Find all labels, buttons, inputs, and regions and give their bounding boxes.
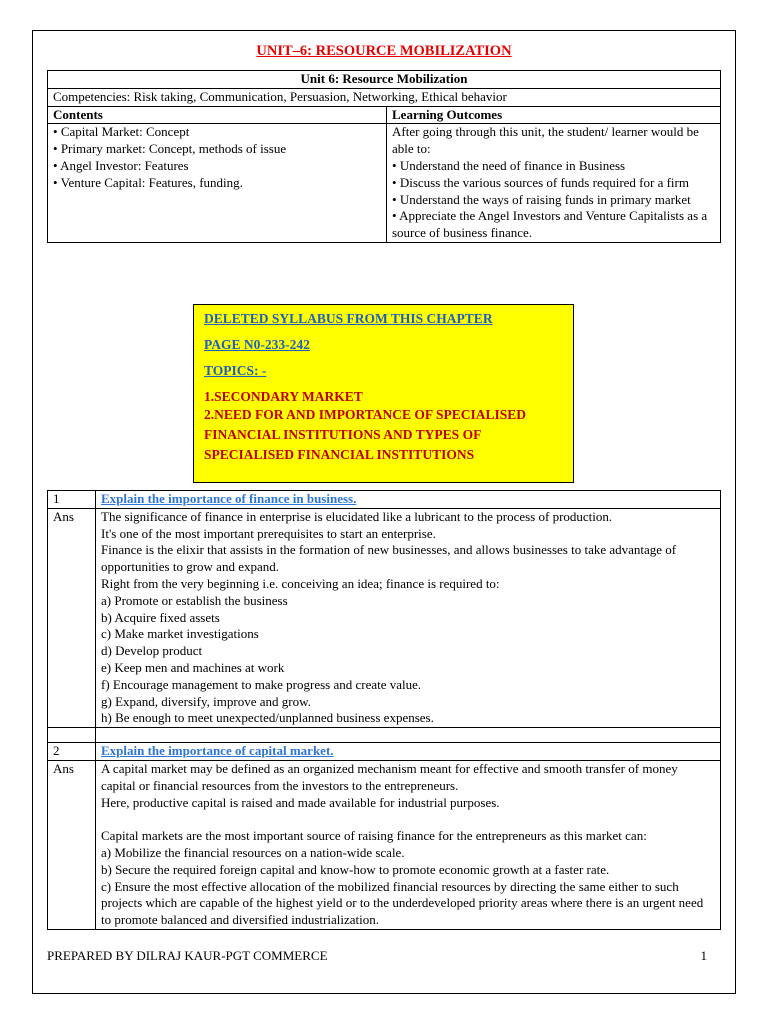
answer-paragraph: A capital market may be defined as an organized mechanism meant for effective and smooth transfer of money capital or financial resources from the investors to the entrepreneurs. bbox=[101, 760, 678, 793]
deleted-syllabus-box bbox=[193, 304, 574, 483]
answer-line: a) Mobilize the financial resources on a nation-wide scale. bbox=[101, 844, 405, 860]
paragraph-gap bbox=[101, 811, 715, 828]
footer-author: PREPARED BY DILRAJ KAUR-PGT COMMERCE bbox=[47, 948, 328, 963]
deleted-heading: DELETED SYLLABUS FROM THIS CHAPTER bbox=[204, 311, 493, 326]
outcomes-item: • Discuss the various sources of funds required for a firm bbox=[392, 175, 715, 192]
answer-line: a) Promote or establish the business bbox=[101, 592, 288, 608]
question-1: Explain the importance of finance in business. bbox=[96, 491, 721, 509]
outcomes-header: Learning Outcomes bbox=[387, 106, 721, 124]
contents-item: • Capital Market: Concept bbox=[53, 124, 381, 141]
outcomes-item: • Understand the ways of raising funds in primary market bbox=[392, 192, 715, 209]
answer-line: Right from the very beginning i.e. conceiving an idea; finance is required to: bbox=[101, 575, 500, 591]
contents-list bbox=[53, 124, 381, 191]
answer-2 bbox=[96, 760, 721, 929]
answer-line: g) Expand, diversify, improve and grow. bbox=[101, 693, 311, 709]
deleted-topics-label: TOPICS: - bbox=[204, 363, 267, 378]
deleted-topic-1: 1.SECONDARY MARKET bbox=[204, 389, 363, 404]
contents-item: • Venture Capital: Features, funding. bbox=[53, 175, 381, 192]
answer-line: c) Make market investigations bbox=[101, 626, 259, 642]
overview-table bbox=[47, 70, 721, 243]
contents-item: • Primary market: Concept, methods of issue bbox=[53, 141, 381, 158]
qa-table bbox=[47, 490, 721, 930]
competencies: Competencies: Risk taking, Communication, Persuasion, Networking, Ethical behavior bbox=[48, 88, 721, 106]
page-footer bbox=[47, 948, 707, 964]
contents-item: • Angel Investor: Features bbox=[53, 158, 381, 175]
question-2: Explain the importance of capital market. bbox=[96, 743, 721, 761]
answer-line: f) Encourage management to make progress and create value. bbox=[101, 676, 422, 692]
answer-line: h) Be enough to meet unexpected/unplanned business expenses. bbox=[101, 710, 434, 726]
outcomes-list bbox=[392, 158, 715, 242]
spacer-cell bbox=[96, 728, 721, 743]
answer-1 bbox=[96, 508, 721, 727]
outcomes-item: • Appreciate the Angel Investors and Venture Capitalists as a source of business finance. bbox=[392, 208, 715, 242]
answer-line: Finance is the elixir that assists in the formation of new businesses, and allows businesses to take advantage of opportunities to grow and expand. bbox=[101, 542, 677, 575]
answer-line: It's one of the most important prerequisites to start an enterprise. bbox=[101, 525, 436, 541]
answer-paragraph: Capital markets are the most important source of raising finance for the entrepreneurs as this market can: bbox=[101, 828, 647, 844]
question-number: 2 bbox=[48, 743, 96, 761]
contents-cell bbox=[48, 124, 387, 243]
overview-header: Unit 6: Resource Mobilization bbox=[48, 71, 721, 89]
deleted-topic-2: 2.NEED FOR AND IMPORTANCE OF SPECIALISED FINANCIAL INSTITUTIONS AND TYPES OF SPECIALISED FINANCIAL INSTITUTIONS bbox=[204, 407, 527, 462]
answer-line: d) Develop product bbox=[101, 643, 203, 659]
outcomes-cell bbox=[387, 124, 721, 243]
spacer-cell bbox=[48, 728, 96, 743]
answer-line: The significance of finance in enterprise is elucidated like a lubricant to the process of production. bbox=[101, 508, 613, 524]
outcomes-intro: After going through this unit, the student/ learner would be able to: bbox=[392, 124, 699, 157]
answer-paragraph: Here, productive capital is raised and made available for industrial purposes. bbox=[101, 794, 500, 810]
answer-line: c) Ensure the most effective allocation of the mobilized financial resources by directing the same either to such projects which are capable of the highest yield or to the underdeveloped priority areas where there is an urgent need to promote balanced and diversified industrialization. bbox=[101, 878, 704, 928]
answer-line: e) Keep men and machines at work bbox=[101, 659, 285, 675]
answer-label: Ans bbox=[48, 508, 96, 727]
answer-line: b) Secure the required foreign capital and know-how to promote economic growth at a faster rate. bbox=[101, 861, 610, 877]
page-number: 1 bbox=[700, 948, 707, 963]
deleted-page: PAGE N0-233-242 bbox=[204, 337, 310, 352]
answer-line: b) Acquire fixed assets bbox=[101, 609, 220, 625]
outcomes-item: • Understand the need of finance in Business bbox=[392, 158, 715, 175]
unit-title: UNIT–6: RESOURCE MOBILIZATION bbox=[256, 43, 512, 59]
answer-label: Ans bbox=[48, 760, 96, 929]
question-number: 1 bbox=[48, 491, 96, 509]
contents-header: Contents bbox=[48, 106, 387, 124]
